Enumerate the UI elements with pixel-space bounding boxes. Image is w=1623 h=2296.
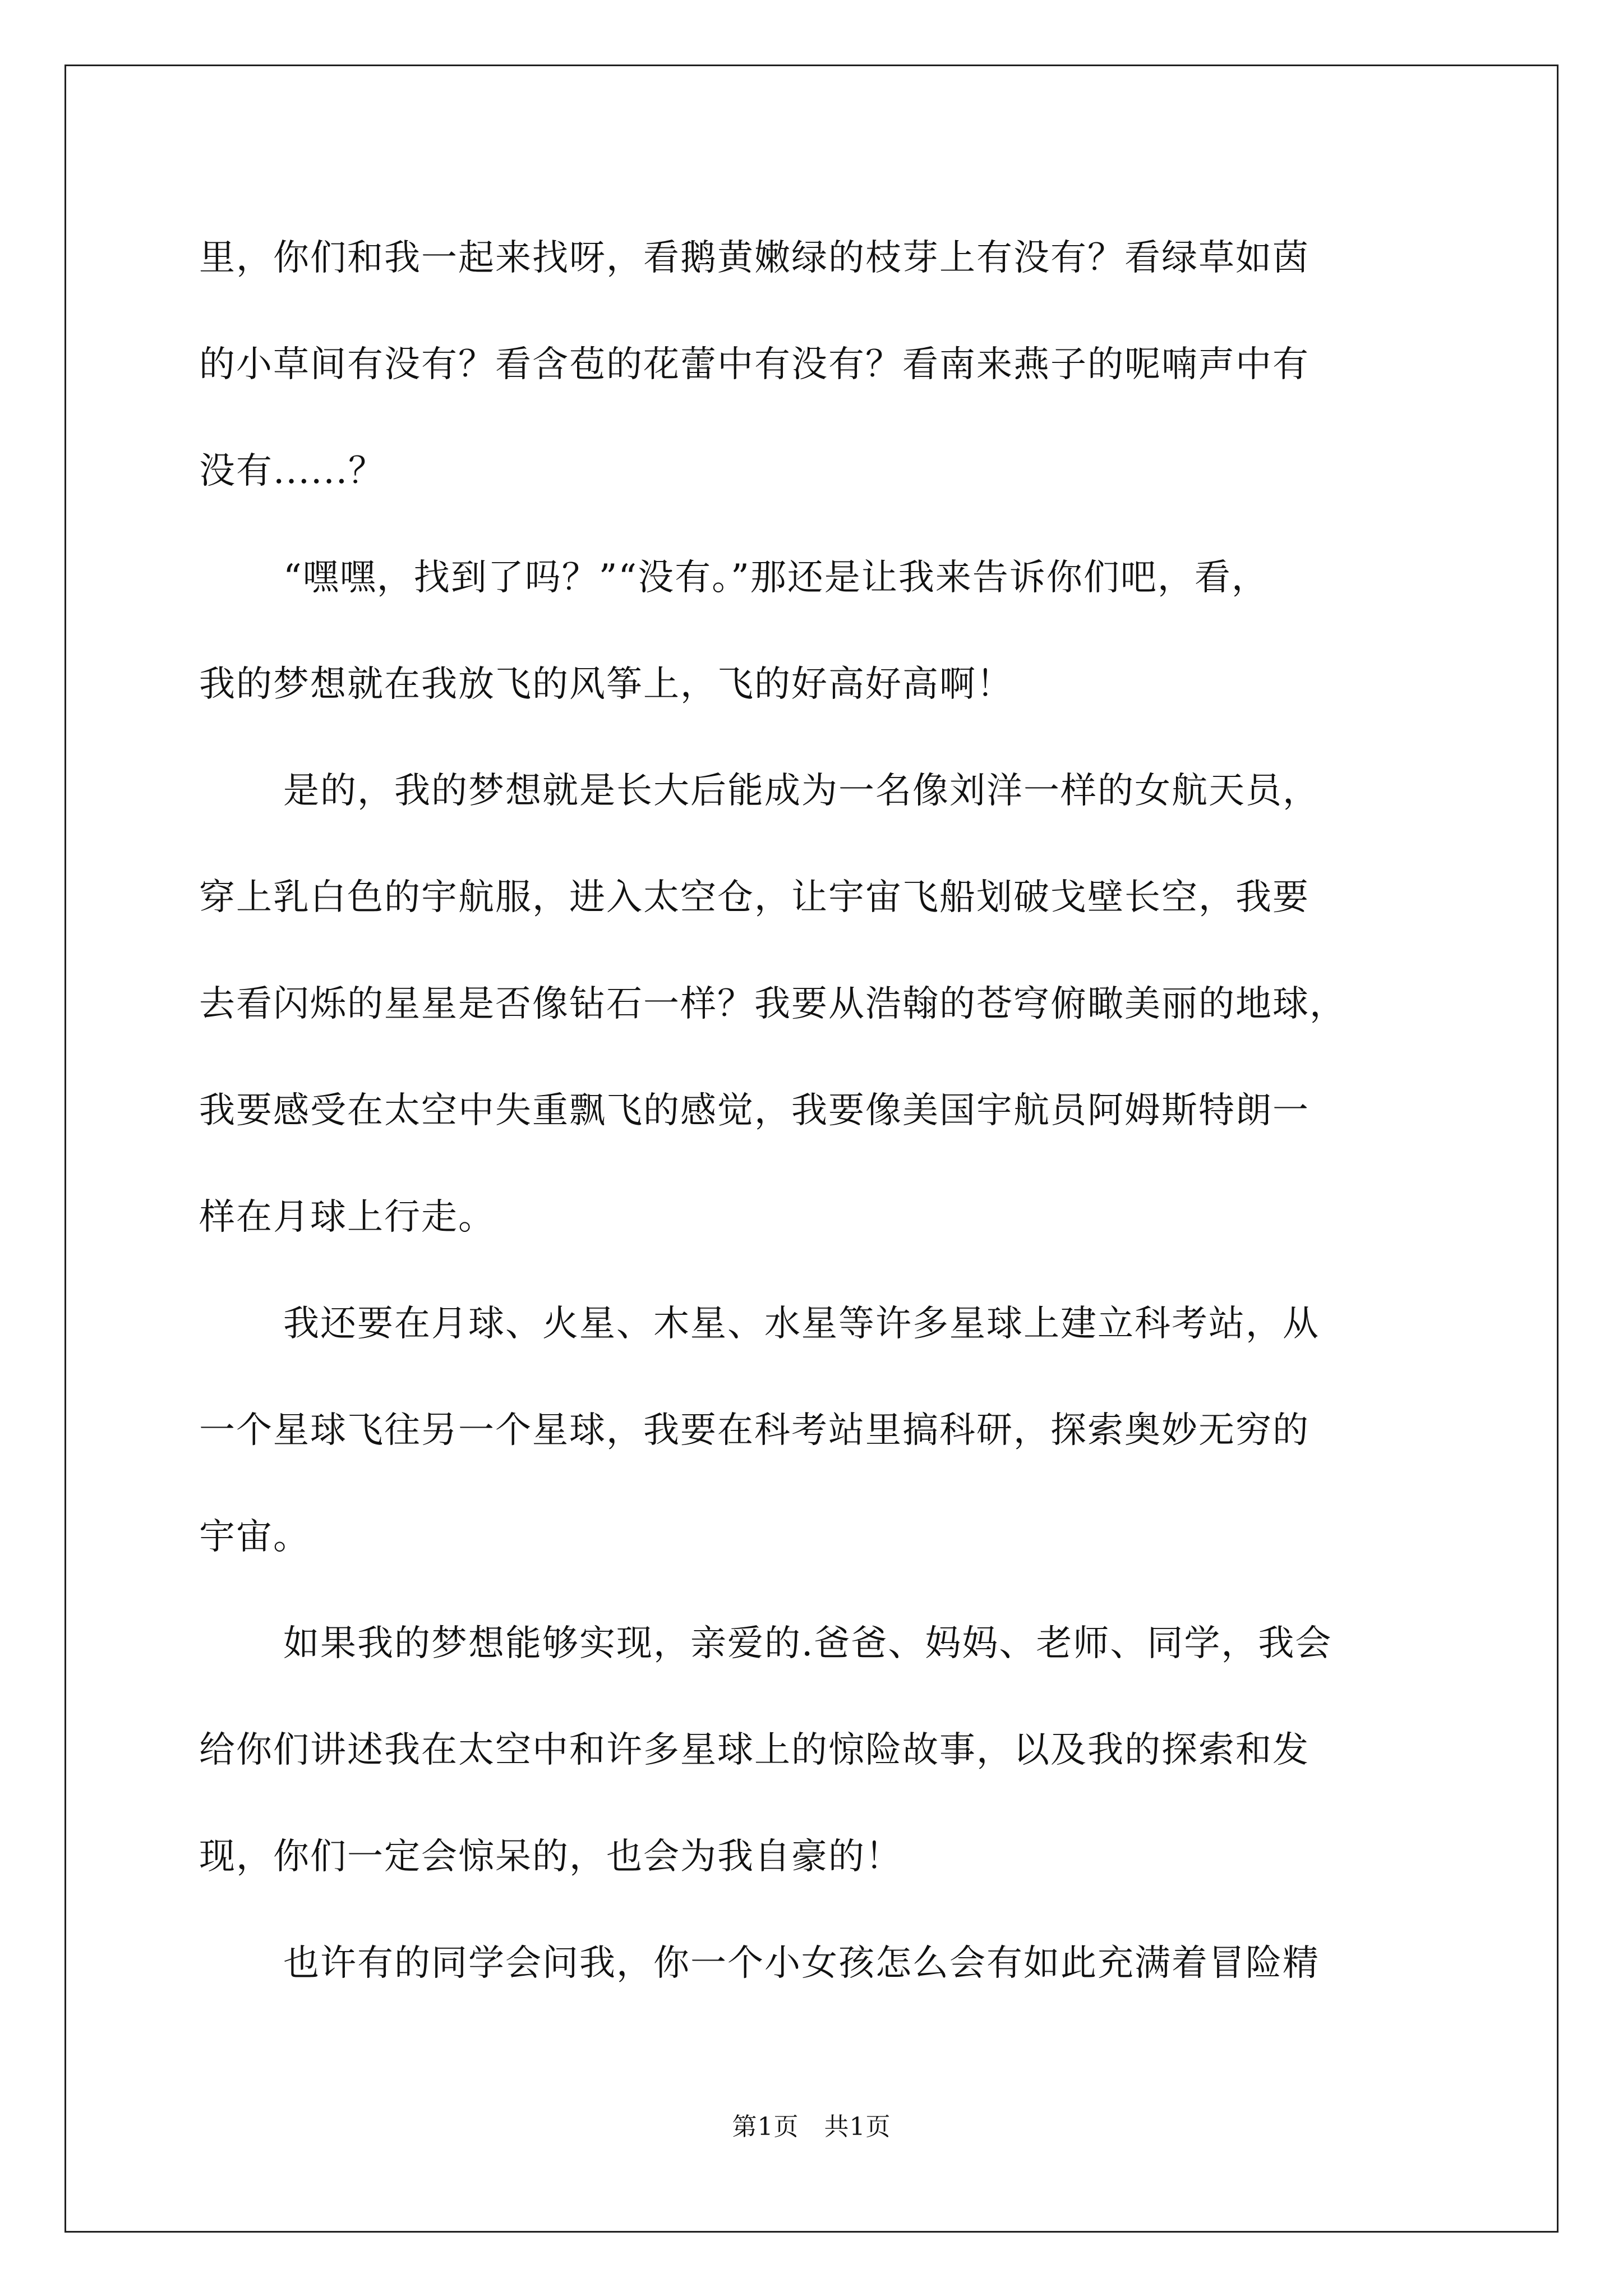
text-line: 宇宙。 — [199, 1516, 310, 1558]
text-line: 没有......？ — [199, 450, 386, 492]
text-line: 样在月球上行走。 — [199, 1197, 495, 1238]
text-line: 穿上乳白色的宇航服，进入太空仓，让宇宙飞船划破戈壁长空，我要 — [199, 877, 1310, 918]
text-line: 给你们讲述我在太空中和许多星球上的惊险故事，以及我的探索和发 — [199, 1729, 1310, 1771]
paragraph-start-line: 我还要在月球、火星、木星、水星等许多星球上建立科考站，从 — [283, 1303, 1320, 1345]
paragraph-start-line: “嘿嘿，找到了吗？”“没有。”那还是让我来告诉你们吧，看， — [283, 557, 1269, 599]
paragraph-start-line: 如果我的梦想能够实现，亲爱的.爸爸、妈妈、老师、同学，我会 — [283, 1623, 1332, 1664]
text-line: 一个星球飞往另一个星球，我要在科考站里搞科研，探索奥妙无穷的 — [199, 1410, 1310, 1451]
text-line: 我要感受在太空中失重飘飞的感觉，我要像美国宇航员阿姆斯特朗一 — [199, 1090, 1310, 1131]
text-line: 里，你们和我一起来找呀，看鹅黄嫩绿的枝芽上有没有？看绿草如茵 — [199, 237, 1310, 279]
text-line: 现，你们一定会惊呆的，也会为我自豪的！ — [199, 1836, 902, 1878]
paragraph-start-line: 是的，我的梦想就是长大后能成为一名像刘洋一样的女航天员， — [283, 770, 1320, 812]
text-line: 我的梦想就在我放飞的风筝上，飞的好高好高啊！ — [199, 664, 1013, 705]
text-line: 去看闪烁的星星是否像钻石一样？我要从浩翰的苍穹俯瞰美丽的地球， — [199, 983, 1347, 1025]
page-footer: 第1页 共1页 — [732, 2113, 891, 2141]
text-line: 的小草间有没有？看含苞的花蕾中有没有？看南来燕子的呢喃声中有 — [199, 344, 1310, 385]
document-body — [199, 205, 1433, 2017]
paragraph-start-line: 也许有的同学会问我，你一个小女孩怎么会有如此充满着冒险精 — [283, 1943, 1320, 1984]
